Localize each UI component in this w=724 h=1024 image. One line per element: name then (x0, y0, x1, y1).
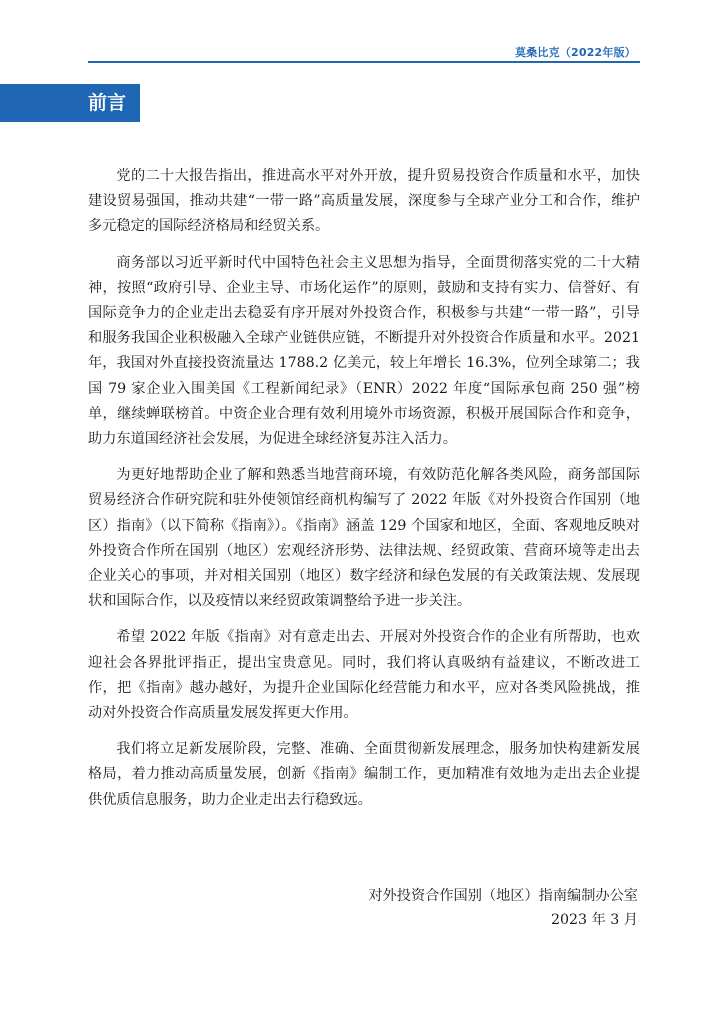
body-text (88, 164, 640, 824)
header-divider (88, 61, 640, 63)
paragraph-5: 我们将立足新发展阶段，完整、准确、全面贯彻新发展理念，服务加快构建新发展格局，着力推动高质量发展，创新《指南》编制工作，更加精准有效地为走出去企业提供优质信息服务，助力企业走出去行稳致远。 (88, 741, 640, 808)
paragraph-4: 希望 2022 年版《指南》对有意走出去、开展对外投资合作的企业有所帮助，也欢迎社会各界批评指正，提出宝贵意见。同时，我们将认真吸纳有益建议，不断改进工作，把《指南》越办越好，为提升企业国际化经营能力和水平，应对各类风险挑战，推动对外投资合作高质量发展发挥更大作用。 (88, 629, 640, 722)
signature-block (368, 884, 638, 932)
paragraph-2: 商务部以习近平新时代中国特色社会主义思想为指导，全面贯彻落实党的二十大精神，按照“政府引导、企业主导、市场化运作”的原则，鼓励和支持有实力、信誉好、有国际竞争力的企业走出去稳妥有序开展对外投资合作，积极参与共建“一带一路”，引导和服务我国企业积极融入全球产业链供应链，不断提升对外投资合作质量和水平。2021 年，我国对外直接投资流量达 1788.2 亿美元，较上年增长 16.3%，位列全球第二；我国 79 家企业入围美国《工程新闻纪录》（ENR）2022 年度“国际承包商 250 强”榜单，继续蝉联榜首。中资企业合理有效利用境外市场资源，积极开展国际合作和竞争，助力东道国经济社会发展，为促进全球经济复苏注入活力。 (88, 254, 640, 448)
running-header-title: 莫桑比克（2022年版） (514, 46, 636, 59)
paragraph-1: 党的二十大报告指出，推进高水平对外开放，提升贸易投资合作质量和水平，加快建设贸易强国，推动共建“一带一路”高质量发展，深度参与全球产业分工和合作，维护多元稳定的国际经济格局和经贸关系。 (88, 168, 640, 235)
signature-date: 2023 年 3 月 (550, 912, 638, 928)
section-title: 前言 (88, 92, 127, 114)
paragraph-3: 为更好地帮助企业了解和熟悉当地营商环境，有效防范化解各类风险，商务部国际贸易经济合作研究院和驻外使领馆经商机构编写了 2022 年版《对外投资合作国别（地区）指南》（以下简称《指南》）。《指南》涵盖 129 个国家和地区，全面、客观地反映对外投资合作所在国别（地区）宏观经济形势、法律法规、经贸政策、营商环境等走出去企业关心的事项，并对相关国别（地区）数字经济和绿色发展的有关政策法规、发展现状和国际合作，以及疫情以来经贸政策调整给予进一步关注。 (88, 467, 640, 610)
signature-office: 对外投资合作国别（地区）指南编制办公室 (368, 888, 638, 904)
